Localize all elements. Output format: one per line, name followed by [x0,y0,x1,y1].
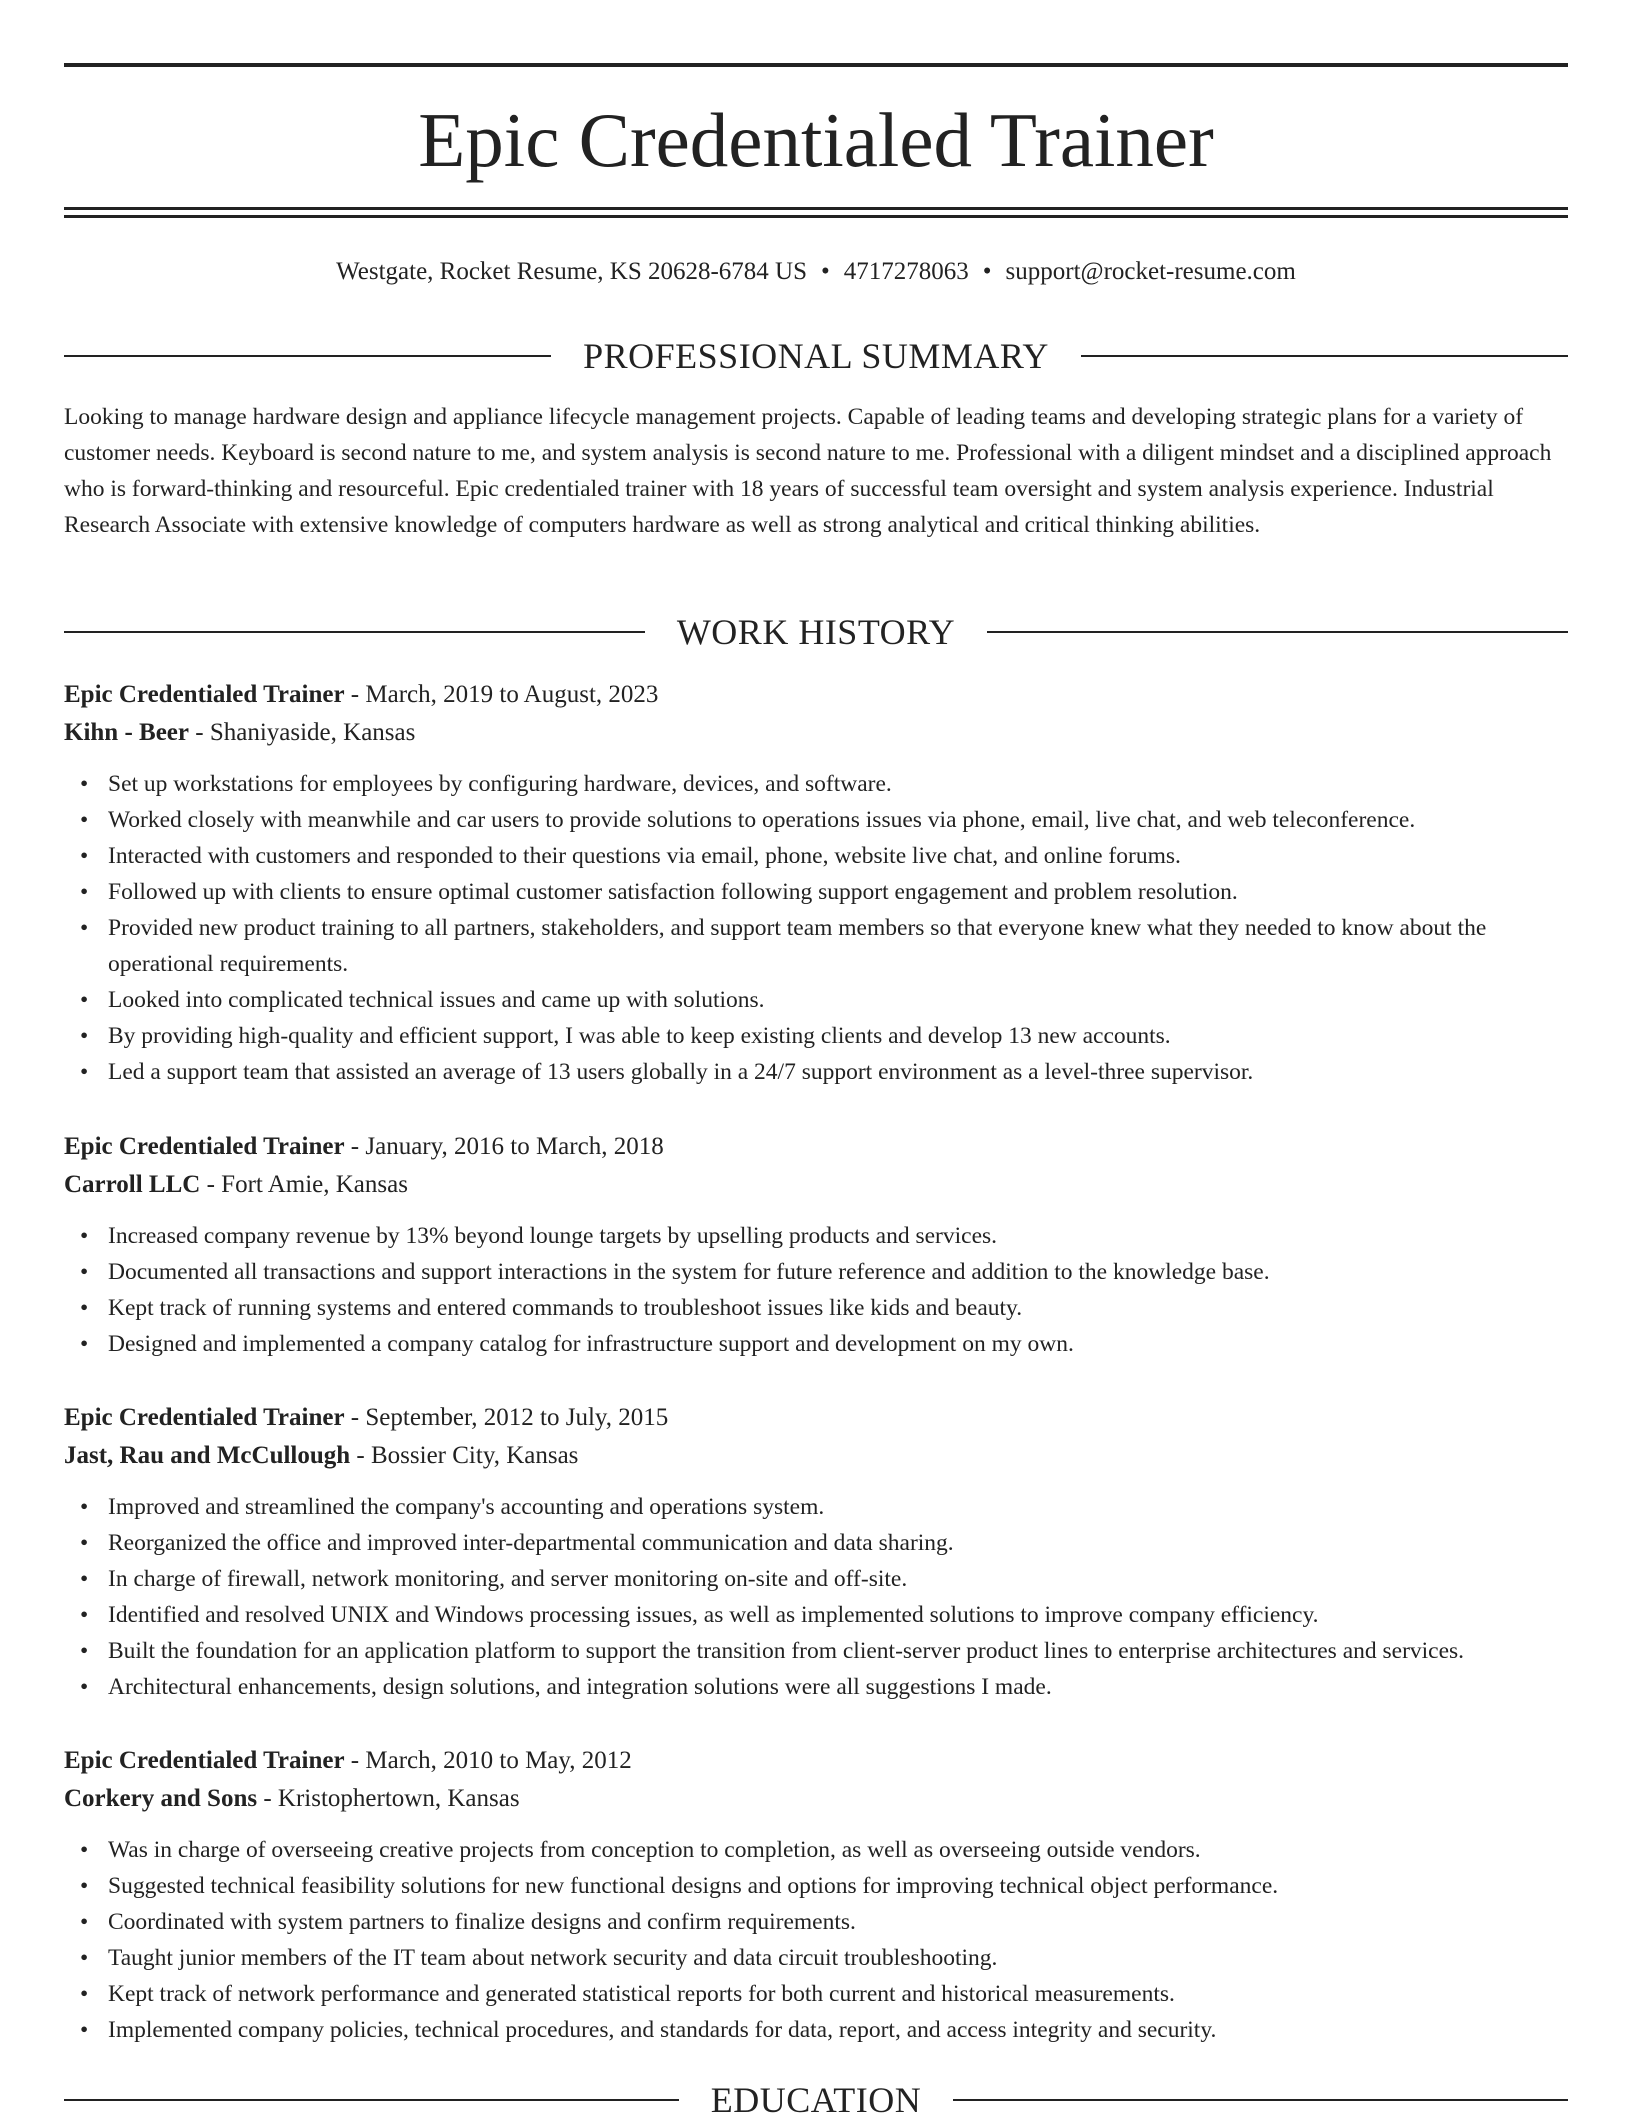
job-bullet [80,838,1568,874]
job-entry [64,1399,1568,1705]
job-bullet [80,1597,1568,1633]
bullet-text: Identified and resolved UNIX and Windows processing issues, as well as implemented solutions to improve company efficiency. [108,1602,1319,1628]
contact-phone: 4717278063 [843,258,969,285]
bullet-marker: • [80,1223,89,1249]
job-bullets [64,1832,1568,2048]
bullet-marker: • [80,1981,89,2007]
job-entry [64,1128,1568,1362]
job-bullet [80,1904,1568,1940]
bullet-text: Looked into complicated technical issues and came up with solutions. [108,987,765,1013]
section-heading-summary [64,334,1568,378]
bullet-marker: • [80,1638,89,1664]
bullet-text: Led a support team that assisted an average of 13 users globally in a 24/7 support environment as a level-three supervisor. [108,1059,1254,1085]
job-company: Corkery and Sons [64,1785,258,1812]
resume-name: Epic Credentialed Trainer [418,97,1214,183]
job-bullet [80,1976,1568,2012]
job-title: Epic Credentialed Trainer [64,1133,345,1160]
bullet-text: By providing high-quality and efficient support, I was able to keep existing clients and develop 13 new accounts. [108,1023,1171,1049]
bullet-text: Was in charge of overseeing creative projects from conception to completion, as well as overseeing outside vendors. [108,1837,1201,1863]
job-bullet [80,1218,1568,1254]
job-bullet [80,1489,1568,1525]
bullet-marker: • [80,771,89,797]
summary-text: Looking to manage hardware design and appliance lifecycle management projects. Capable of leading teams and developing strategic plans for a variety of customer needs. Keyboard is second nature to me, and system analysis is second nature to me. Professional with a diligent mindset and a disciplined approach who is forward-thinking and resourceful. Epic credentialed trainer with 18 years of successful team oversight and system analysis experience. Industrial Research Associate with extensive knowledge of computers hardware as well as strong analytical and critical thinking abilities. [64,404,1552,538]
bullet-marker: • [80,1674,89,1700]
bullet-text: Set up workstations for employees by configuring hardware, devices, and software. [108,771,892,797]
bullet-marker: • [80,1530,89,1556]
job-bullet [80,1525,1568,1561]
job-company-line [64,1166,1568,1204]
job-entry [64,676,1568,1090]
heading-rule-right [953,2099,1568,2101]
bullet-text: In charge of firewall, network monitoring, and server monitoring on-site and off-site. [108,1566,908,1592]
contact-line [64,254,1568,290]
bullet-text: Kept track of running systems and entered commands to troubleshoot issues like kids and beauty. [108,1295,1023,1321]
job-dates: - September, 2012 to July, 2015 [344,1404,669,1431]
section-title: EDUCATION [710,2080,922,2120]
job-bullet [80,910,1568,982]
job-title: Epic Credentialed Trainer [64,1747,345,1774]
section-heading-work [64,610,1568,654]
job-dates: - March, 2010 to May, 2012 [344,1747,632,1774]
job-entry [64,1742,1568,2048]
job-bullet [80,1561,1568,1597]
job-location: - Fort Amie, Kansas [200,1171,408,1198]
job-title: Epic Credentialed Trainer [64,1404,345,1431]
job-bullet [80,1054,1568,1090]
heading-rule-left [64,631,645,633]
heading-rule-right [987,631,1568,633]
job-company: Kihn - Beer [64,719,189,746]
bullet-marker: • [80,1331,89,1357]
job-bullet [80,1018,1568,1054]
section-title: WORK HISTORY [676,612,956,652]
job-company-line [64,1780,1568,1818]
job-bullet [80,2012,1568,2048]
job-bullets [64,1489,1568,1705]
top-rule [64,63,1568,67]
bullet-marker: • [80,1837,89,1863]
bullet-marker: • [80,1566,89,1592]
bullet-marker: • [80,1494,89,1520]
contact-email: support@rocket-resume.com [1005,258,1296,285]
job-company: Carroll LLC [64,1171,201,1198]
bullet-text: Reorganized the office and improved inter-departmental communication and data sharing. [108,1530,954,1556]
job-bullet [80,1326,1568,1362]
bullet-marker: • [80,987,89,1013]
section-heading-education [64,2078,1568,2122]
double-rule [64,207,1568,218]
bullet-text: Followed up with clients to ensure optimal customer satisfaction following support engagement and problem resolution. [108,879,1238,905]
bullet-marker: • [80,1023,89,1049]
heading-rule-left [64,2099,679,2101]
bullet-marker: • [80,915,89,941]
job-location: - Kristophertown, Kansas [257,1785,520,1812]
bullet-marker: • [80,1059,89,1085]
job-bullet [80,874,1568,910]
job-bullets [64,1218,1568,1362]
job-bullet [80,1633,1568,1669]
job-dates: - March, 2019 to August, 2023 [344,681,659,708]
job-bullet [80,1290,1568,1326]
bullet-text: Increased company revenue by 13% beyond lounge targets by upselling products and services. [108,1223,998,1249]
job-bullet [80,1254,1568,1290]
bullet-text: Interacted with customers and responded to their questions via email, phone, website live chat, and online forums. [108,843,1181,869]
job-title-line [64,1742,1568,1780]
bullet-text: Suggested technical feasibility solutions for new functional designs and options for improving technical object performance. [108,1873,1279,1899]
bullet-marker: • [80,879,89,905]
job-location: - Bossier City, Kansas [350,1442,579,1469]
bullet-marker: • [80,1602,89,1628]
job-bullet [80,766,1568,802]
contact-address: Westgate, Rocket Resume, KS 20628-6784 US [336,258,808,285]
job-title: Epic Credentialed Trainer [64,681,345,708]
job-bullet [80,802,1568,838]
bullet-text: Taught junior members of the IT team about network security and data circuit troubleshooting. [108,1945,998,1971]
job-bullet [80,1868,1568,1904]
job-bullets [64,766,1568,1090]
bullet-marker: • [80,843,89,869]
bullet-text: Built the foundation for an application platform to support the transition from client-server product lines to enterprise architectures and services. [108,1638,1465,1664]
bullet-text: Designed and implemented a company catalog for infrastructure support and development on my own. [108,1331,1074,1357]
bullet-text: Improved and streamlined the company's accounting and operations system. [108,1494,825,1520]
job-title-line [64,1399,1568,1437]
job-bullet [80,1940,1568,1976]
job-title-line [64,1128,1568,1166]
bullet-marker: • [80,807,89,833]
bullet-text: Coordinated with system partners to finalize designs and confirm requirements. [108,1909,856,1935]
bullet-marker: • [80,2017,89,2043]
bullet-text: Kept track of network performance and generated statistical reports for both current and historical measurements. [108,1981,1175,2007]
contact-separator: • [982,258,992,285]
job-location: - Shaniyaside, Kansas [189,719,416,746]
bullet-marker: • [80,1909,89,1935]
bullet-text: Worked closely with meanwhile and car users to provide solutions to operations issues via phone, email, live chat, and web teleconference. [108,807,1416,833]
job-bullet [80,1832,1568,1868]
job-company: Jast, Rau and McCullough [64,1442,351,1469]
bullet-text: Provided new product training to all partners, stakeholders, and support team members so that everyone knew what they needed to know about the operational requirements. [108,915,1487,977]
contact-separator: • [821,258,830,285]
heading-rule-right [1081,355,1568,357]
bullet-marker: • [80,1295,89,1321]
bullet-marker: • [80,1873,89,1899]
heading-rule-left [64,355,551,357]
job-bullet [80,1669,1568,1705]
bullet-text: Implemented company policies, technical procedures, and standards for data, report, and access integrity and security. [108,2017,1217,2043]
bullet-text: Documented all transactions and support interactions in the system for future reference and addition to the knowledge base. [108,1259,1270,1285]
job-company-line [64,714,1568,752]
job-bullet [80,982,1568,1018]
section-title: PROFESSIONAL SUMMARY [583,336,1049,376]
bullet-marker: • [80,1945,89,1971]
bullet-marker: • [80,1259,89,1285]
job-dates: - January, 2016 to March, 2018 [344,1133,664,1160]
bullet-text: Architectural enhancements, design solutions, and integration solutions were all suggestions I made. [108,1674,1052,1700]
job-title-line [64,676,1568,714]
job-company-line [64,1437,1568,1475]
